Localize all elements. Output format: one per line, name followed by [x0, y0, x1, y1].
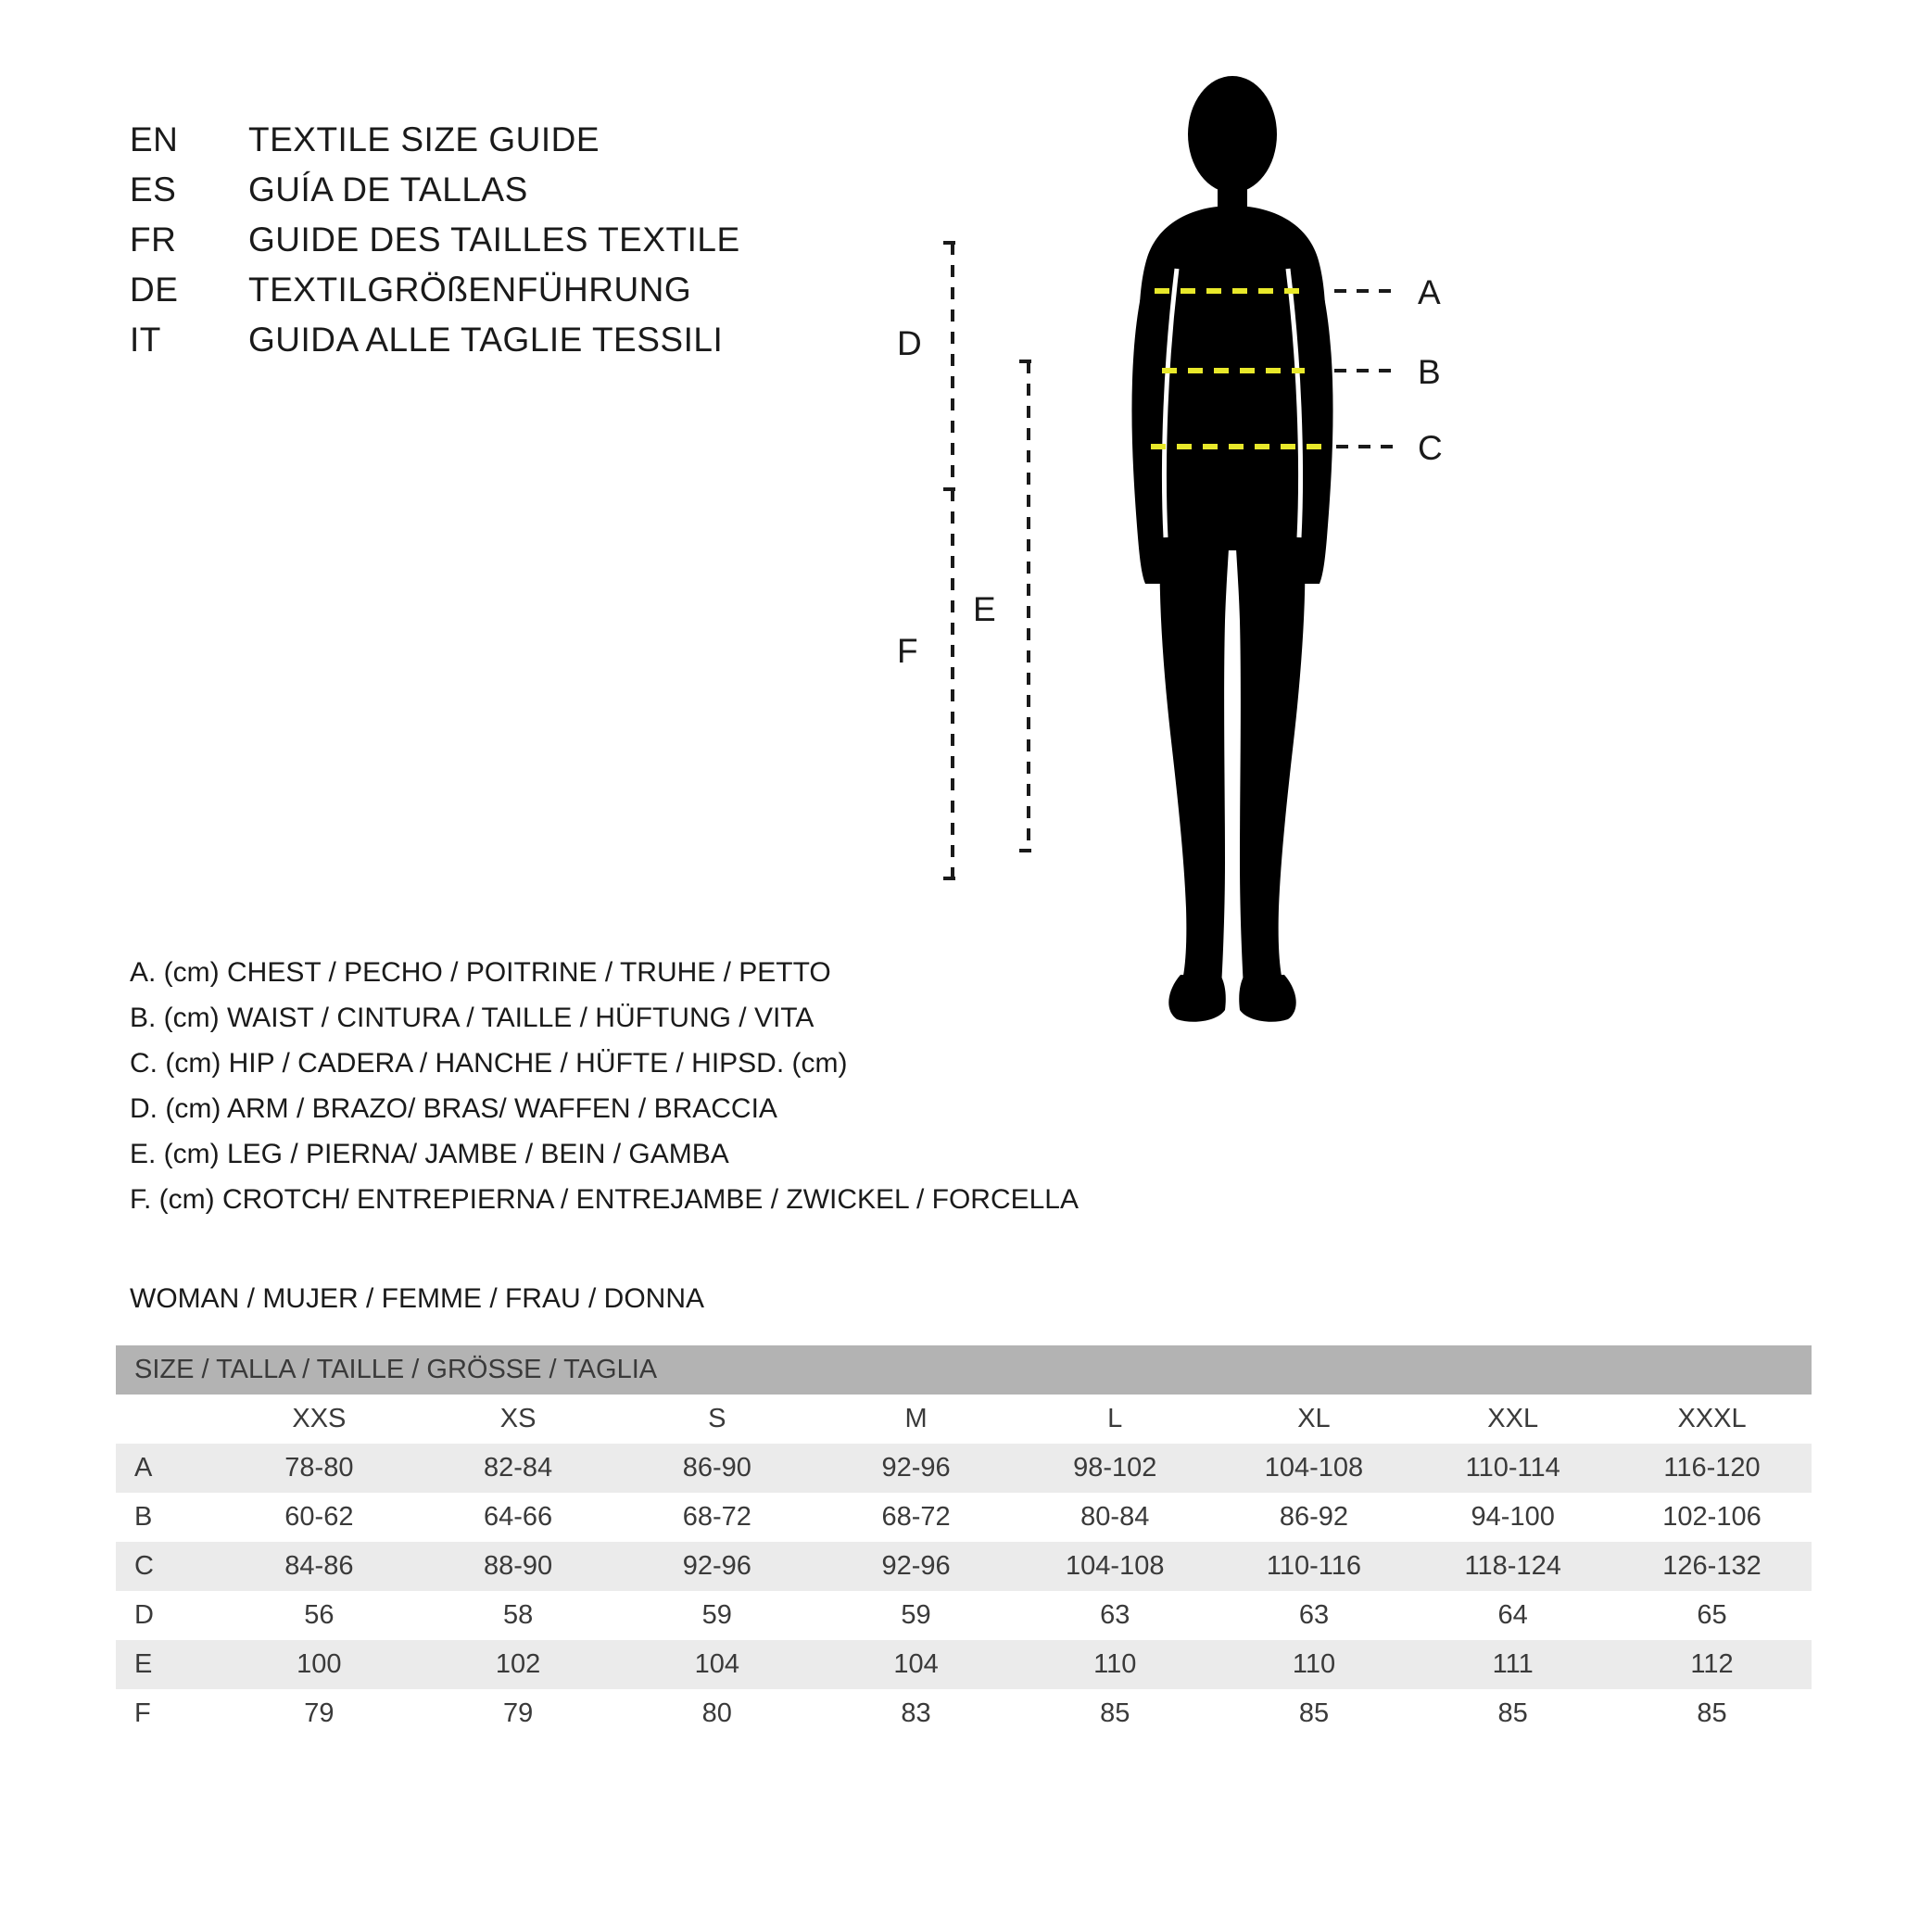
language-title: GUIDA ALLE TAGLIE TESSILI — [248, 321, 724, 359]
row-label: A — [116, 1444, 220, 1493]
table-row — [116, 1542, 1812, 1591]
row-label: F — [116, 1689, 220, 1738]
size-table — [116, 1345, 1812, 1738]
body-measurement-diagram — [897, 83, 1890, 1186]
table-cell: 100 — [220, 1640, 419, 1689]
table-cell: 85 — [1413, 1689, 1612, 1738]
size-table-wrapper — [116, 1345, 1812, 1738]
table-header-row — [116, 1395, 1812, 1444]
legend-line: C. (cm) HIP / CADERA / HANCHE / HÜFTE / HIPSD. (cm) — [130, 1048, 848, 1079]
language-code: IT — [130, 321, 161, 359]
table-cell: 63 — [1215, 1591, 1414, 1640]
column-header: M — [816, 1395, 1016, 1444]
table-cell: 59 — [816, 1591, 1016, 1640]
language-title-block — [130, 120, 740, 371]
table-cell: 65 — [1612, 1591, 1812, 1640]
row-label: C — [116, 1542, 220, 1591]
table-cell: 111 — [1413, 1640, 1612, 1689]
table-cell: 104-108 — [1215, 1444, 1414, 1493]
table-cell: 83 — [816, 1689, 1016, 1738]
table-cell: 92-96 — [617, 1542, 816, 1591]
table-row — [116, 1591, 1812, 1640]
row-label: B — [116, 1493, 220, 1542]
table-row — [116, 1689, 1812, 1738]
marker-label-f: F — [897, 632, 918, 670]
table-cell: 126-132 — [1612, 1542, 1812, 1591]
column-header: XXS — [220, 1395, 419, 1444]
language-row — [130, 170, 740, 221]
table-cell: 110 — [1215, 1640, 1414, 1689]
language-row — [130, 321, 740, 371]
language-title: GUIDE DES TAILLES TEXTILE — [248, 221, 740, 259]
table-cell: 80-84 — [1016, 1493, 1215, 1542]
column-header: S — [617, 1395, 816, 1444]
marker-label-b: B — [1418, 353, 1441, 391]
language-title: GUÍA DE TALLAS — [248, 170, 528, 208]
language-code: DE — [130, 271, 179, 309]
table-title-row — [116, 1345, 1812, 1395]
woman-silhouette-icon — [1131, 76, 1332, 1022]
table-cell: 118-124 — [1413, 1542, 1612, 1591]
table-cell: 102-106 — [1612, 1493, 1812, 1542]
table-cell: 85 — [1215, 1689, 1414, 1738]
legend-line: F. (cm) CROTCH/ ENTREPIERNA / ENTREJAMBE / ZWICKEL / FORCELLA — [130, 1184, 1079, 1215]
table-cell: 102 — [419, 1640, 618, 1689]
size-table-title: SIZE / TALLA / TAILLE / GRÖSSE / TAGLIA — [116, 1345, 1812, 1395]
table-cell: 85 — [1612, 1689, 1812, 1738]
table-cell: 85 — [1016, 1689, 1215, 1738]
table-cell: 58 — [419, 1591, 618, 1640]
table-cell: 84-86 — [220, 1542, 419, 1591]
table-cell: 59 — [617, 1591, 816, 1640]
language-code: ES — [130, 170, 177, 208]
table-cell: 110-116 — [1215, 1542, 1414, 1591]
column-header: XS — [419, 1395, 618, 1444]
table-cell: 88-90 — [419, 1542, 618, 1591]
table-cell: 78-80 — [220, 1444, 419, 1493]
table-cell: 104 — [816, 1640, 1016, 1689]
column-header: XXL — [1413, 1395, 1612, 1444]
table-cell: 64-66 — [419, 1493, 618, 1542]
table-cell: 92-96 — [816, 1542, 1016, 1591]
column-header: L — [1016, 1395, 1215, 1444]
table-cell: 110 — [1016, 1640, 1215, 1689]
marker-label-e: E — [973, 590, 996, 628]
measurement-legend — [130, 959, 1079, 1231]
table-row — [116, 1640, 1812, 1689]
corner-cell — [116, 1395, 220, 1444]
language-code: FR — [130, 221, 177, 259]
column-header: XL — [1215, 1395, 1414, 1444]
table-cell: 94-100 — [1413, 1493, 1612, 1542]
table-cell: 63 — [1016, 1591, 1215, 1640]
language-code: EN — [130, 120, 179, 158]
target-group-label: WOMAN / MUJER / FEMME / FRAU / DONNA — [130, 1283, 704, 1314]
table-row — [116, 1444, 1812, 1493]
table-cell: 56 — [220, 1591, 419, 1640]
table-row — [116, 1493, 1812, 1542]
marker-label-d: D — [897, 324, 922, 362]
legend-line: E. (cm) LEG / PIERNA/ JAMBE / BEIN / GAMBA — [130, 1139, 729, 1169]
table-cell: 112 — [1612, 1640, 1812, 1689]
legend-line: B. (cm) WAIST / CINTURA / TAILLE / HÜFTUNG / VITA — [130, 1003, 814, 1033]
marker-label-c: C — [1418, 429, 1443, 467]
table-cell: 92-96 — [816, 1444, 1016, 1493]
language-row — [130, 271, 740, 321]
row-label: E — [116, 1640, 220, 1689]
table-cell: 104-108 — [1016, 1542, 1215, 1591]
table-cell: 64 — [1413, 1591, 1612, 1640]
table-cell: 86-92 — [1215, 1493, 1414, 1542]
table-cell: 98-102 — [1016, 1444, 1215, 1493]
language-title: TEXTILGRÖßENFÜHRUNG — [248, 271, 692, 309]
table-cell: 110-114 — [1413, 1444, 1612, 1493]
table-cell: 79 — [220, 1689, 419, 1738]
marker-label-a: A — [1418, 273, 1441, 311]
table-cell: 79 — [419, 1689, 618, 1738]
table-cell: 86-90 — [617, 1444, 816, 1493]
table-cell: 68-72 — [617, 1493, 816, 1542]
table-cell: 104 — [617, 1640, 816, 1689]
table-cell: 82-84 — [419, 1444, 618, 1493]
table-cell: 116-120 — [1612, 1444, 1812, 1493]
table-cell: 80 — [617, 1689, 816, 1738]
column-header: XXXL — [1612, 1395, 1812, 1444]
legend-line: D. (cm) ARM / BRAZO/ BRAS/ WAFFEN / BRACCIA — [130, 1093, 777, 1124]
table-cell: 60-62 — [220, 1493, 419, 1542]
language-title: TEXTILE SIZE GUIDE — [248, 120, 600, 158]
legend-line: A. (cm) CHEST / PECHO / POITRINE / TRUHE / PETTO — [130, 957, 831, 988]
row-label: D — [116, 1591, 220, 1640]
language-row — [130, 221, 740, 271]
table-cell: 68-72 — [816, 1493, 1016, 1542]
language-row — [130, 120, 740, 170]
